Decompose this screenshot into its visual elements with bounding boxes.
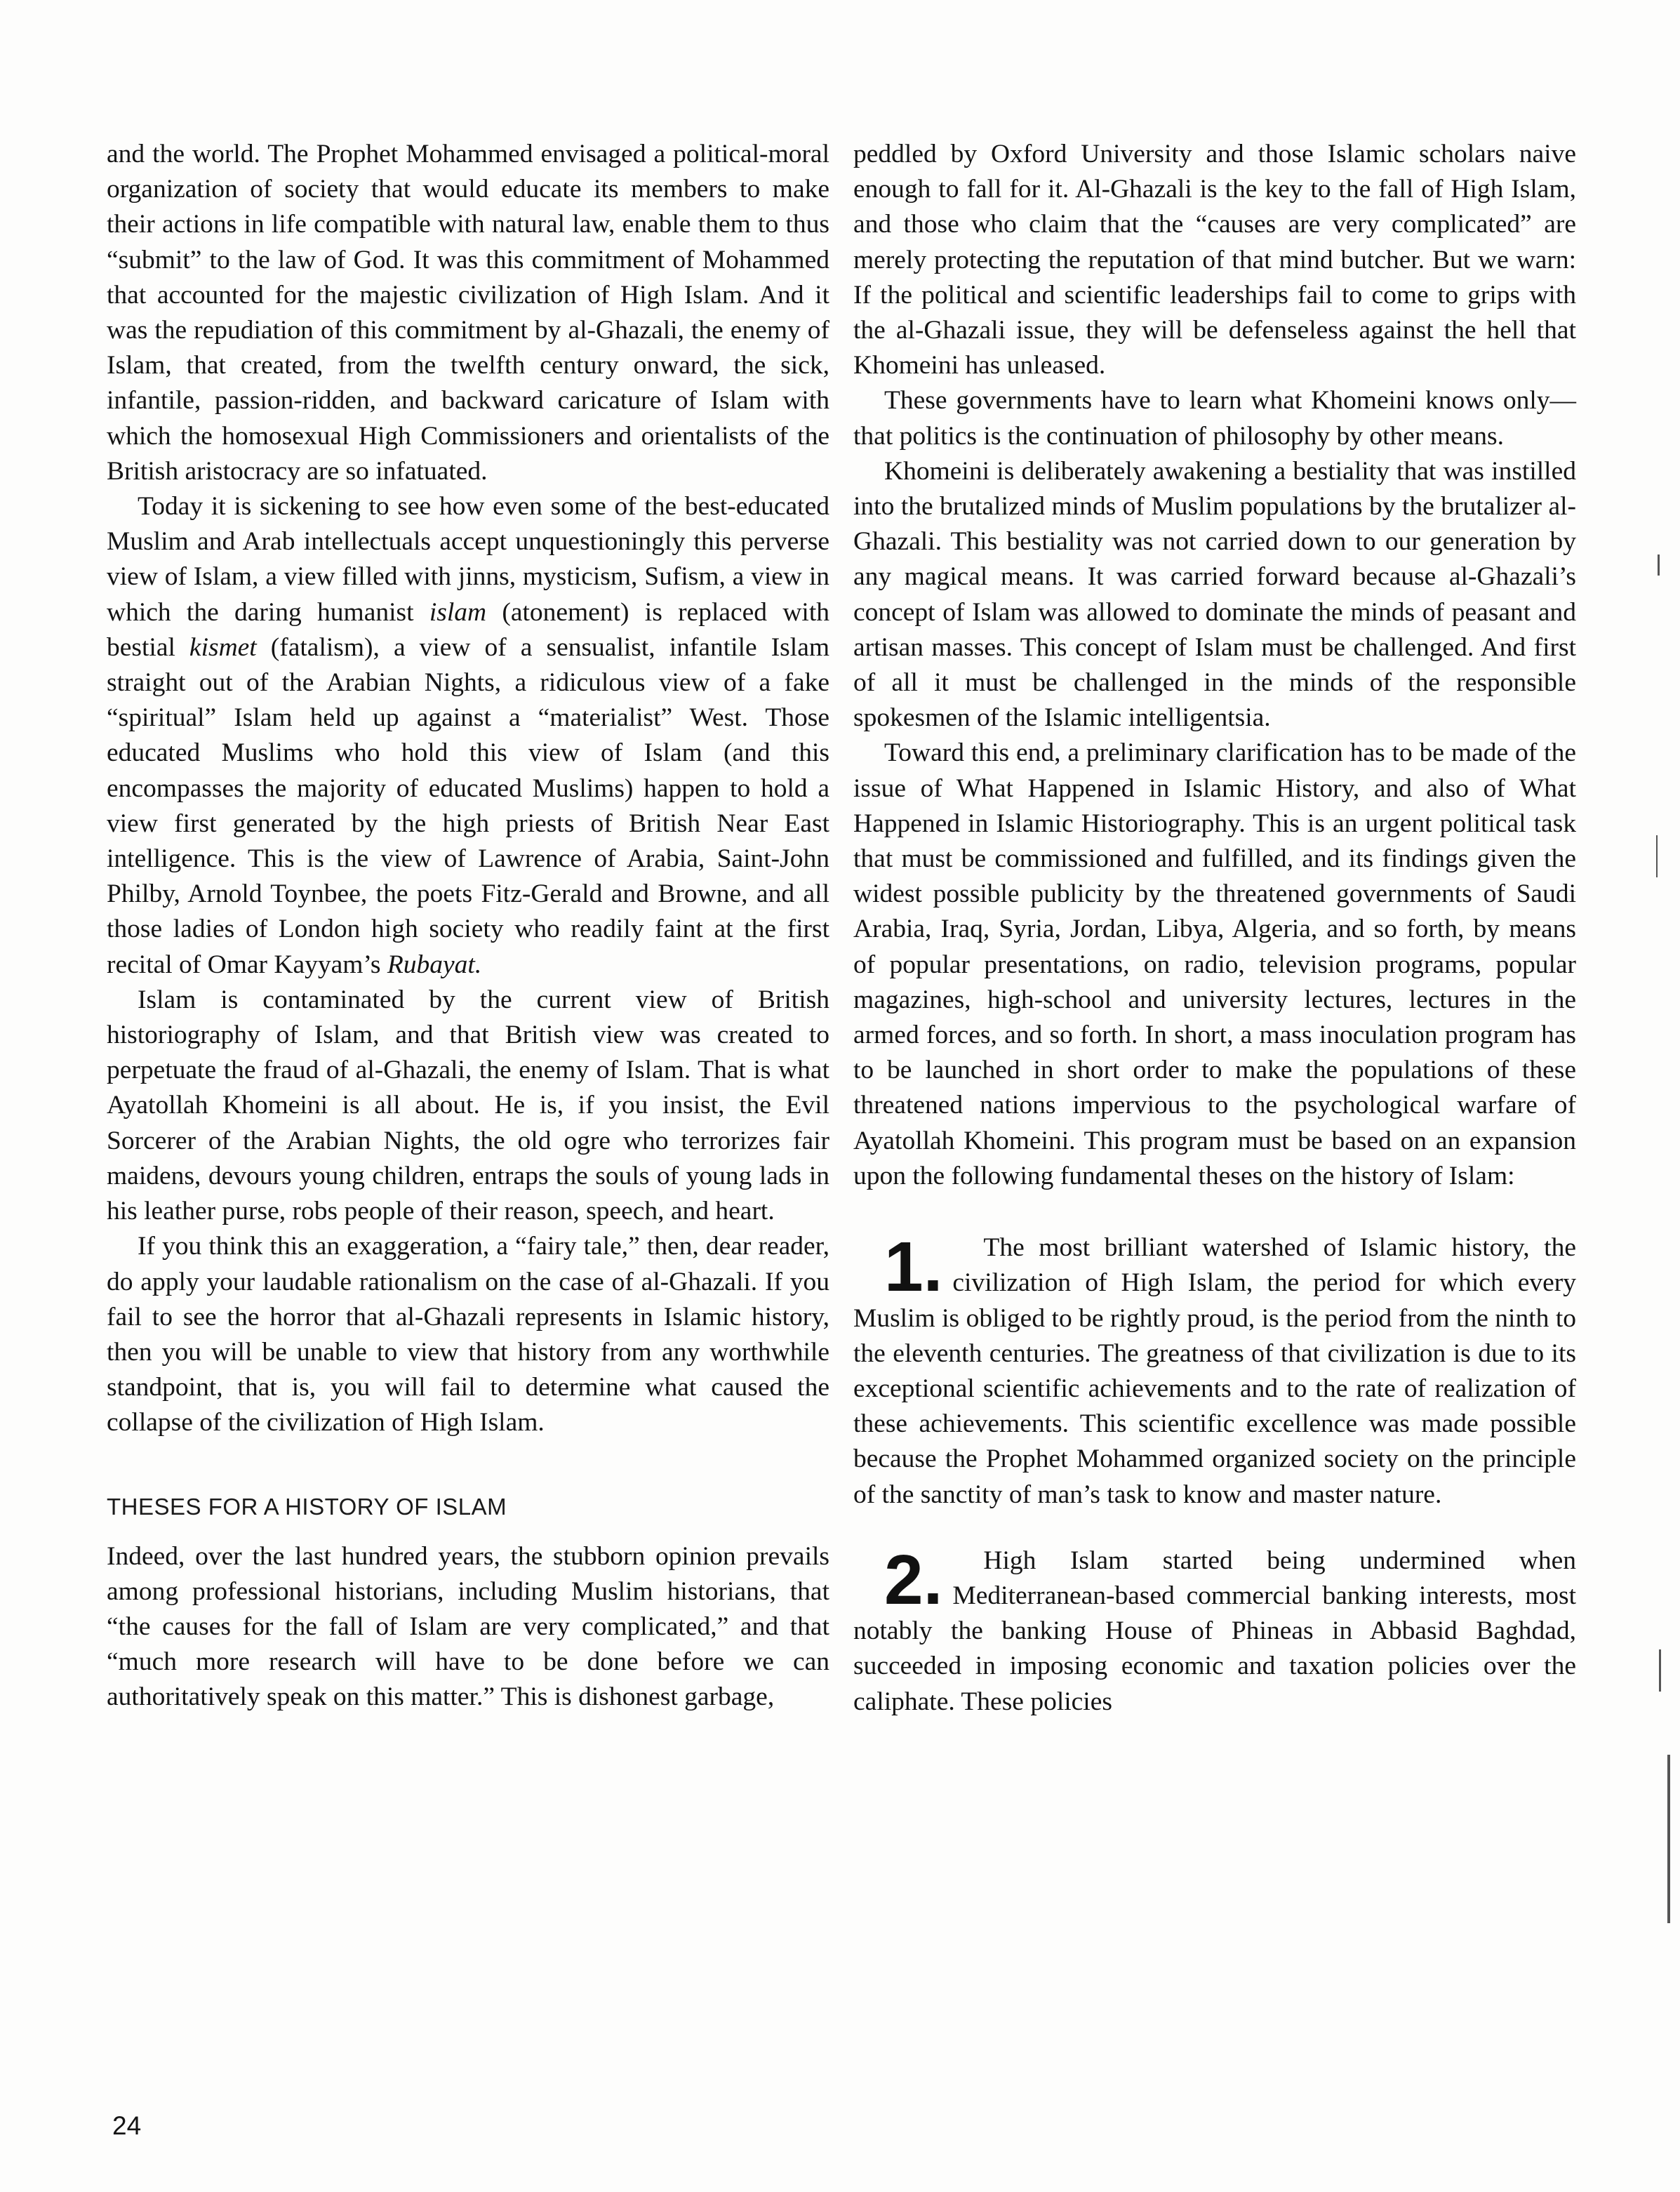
italic-title: Rubayat. bbox=[387, 950, 482, 979]
paragraph: These governments have to learn what Khomeini knows only—that politics is the continuation of philosophy by other means. bbox=[853, 386, 1576, 451]
section-heading: THESES FOR A HISTORY OF ISLAM bbox=[107, 1493, 507, 1520]
italic-term: kismet bbox=[189, 632, 257, 662]
thesis-text: The most brilliant watershed of Islamic history, the civilization of High Islam, the period for which every Muslim is obliged to be rightly proud, is the period from the ninth to the eleventh centuries. The greatness of that civilization is due to its exceptional scientific achievements and to the rate of realization of these achievements. This scientific excellence was made possible because the Prophet Mohammed organized society on the principle of the sanctity of man’s task to know and master nature. bbox=[853, 1233, 1576, 1509]
thesis-number: 2. bbox=[884, 1540, 943, 1619]
scan-edge-mark bbox=[1659, 1649, 1661, 1692]
italic-term: islam bbox=[429, 597, 487, 627]
scan-edge-mark bbox=[1667, 1755, 1670, 1923]
paragraph: Islam is contaminated by the current view of British historiography of Islam, and that British view was created to perpetuate the fraud of al-Ghazali, the enemy of Islam. That is what Ayatollah Khomeini is all about. He is, if you insist, the Evil Sorcerer of the Arabian Nights, the old ogre who terrorizes fair maidens, devours young children, entraps the souls of young lads in his leather purse, robs people of their reason, speech, and heart. bbox=[107, 985, 829, 1226]
paragraph bbox=[107, 489, 829, 983]
paragraph: Indeed, over the last hundred years, the stubborn opinion prevails among professional historians, including Muslim historians, that “the causes for the fall of Islam are very complicated,” and that “much more research will have to be done before we can authoritatively speak on this matter.” This is dishonest garbage, bbox=[107, 1541, 829, 1712]
thesis-text: High Islam started being undermined when Mediterranean-based commercial banking interests, most notably the banking House of Phineas in Abbasid Baghdad, succeeded in imposing economic and taxation policies over the caliphate. These policies bbox=[853, 1546, 1576, 1716]
paragraph-text: Today it is sickening to see how even some of the best-educated Muslim and Arab intellectuals accept unquestioningly this perverse view of Islam, a view filled with jinns, mysticism, Sufism, a view in which the daring humanist bbox=[107, 492, 829, 627]
paragraph-text: (atonement) is replaced with bestial bbox=[107, 597, 829, 662]
right-column bbox=[853, 137, 1576, 1720]
page-number: 24 bbox=[112, 2111, 142, 2140]
paragraph: If you think this an exaggeration, a “fairy tale,” then, dear reader, do apply your laudable rationalism on the case of al-Ghazali. If you fail to see the horror that al-Ghazali represents in Islamic history, then you will be unable to view that history from any worthwhile standpoint, that is, you will fail to determine what caused the collapse of the civilization of High Islam. bbox=[107, 1232, 829, 1437]
paragraph: and the world. The Prophet Mohammed envisaged a political-moral organization of society that would educate its members to make their actions in life compatible with natural law, enable them to thus “submit” to the law of God. It was this commitment of Mohammed that accounted for the majestic civilization of High Islam. And it was the repudiation of this commitment by al-Ghazali, the enemy of Islam, that created, from the twelfth century onward, the sick, infantile, passion-ridden, and backward caricature of Islam with which the homosexual High Commissioners and orientalists of the British aristocracy are so infatuated. bbox=[107, 140, 829, 486]
paragraph: Toward this end, a preliminary clarification has to be made of the issue of What Happened in Islamic History, and also of What Happened in Islamic Historiography. This is an urgent political task that must be commissioned and fulfilled, and its findings given the widest possible publicity by the threatened governments of Saudi Arabia, Iraq, Syria, Jordan, Libya, Algeria, and so forth, by means of popular presentations, on radio, television programs, popular magazines, high-school and university lectures, lectures in the armed forces, and so forth. In short, a mass inoculation program has to be launched in short order to make the populations of these threatened nations impervious to the psychological warfare of Ayatollah Khomeini. This program must be based on an expansion upon the following fundamental theses on the history of Islam: bbox=[853, 738, 1576, 1190]
paragraph-text: (fatalism), a view of a sensualist, infantile Islam straight out of the Arabian Nights, a ridiculous view of a fake “spiritual” Islam held up against a “materialist” West. Those educated Muslims who hold this view of Islam (and this encompasses the majority of educated Muslims) happen to hold a view first generated by the high priests of British Near East intelligence. This is the view of Lawrence of Arabia, Saint-John Philby, Arnold Toynbee, the poets Fitz-Gerald and Browne, and all those ladies of London high society who readily faint at the first recital of Omar Kayyam’s bbox=[107, 632, 830, 979]
scan-edge-mark bbox=[1658, 554, 1660, 576]
paragraph: peddled by Oxford University and those Islamic scholars naive enough to fall for it. Al-Ghazali is the key to the fall of High Islam, and those who claim that the “causes are very complicated” are merely protecting the reputation of that mind butcher. But we warn: If the political and scientific leaderships fail to come to grips with the al-Ghazali issue, they will be defenseless against the hell that Khomeini has unleased. bbox=[853, 140, 1576, 380]
thesis-item bbox=[853, 1540, 1576, 1720]
scan-edge-mark bbox=[1656, 835, 1658, 877]
paragraph: Khomeini is deliberately awakening a bestiality that was instilled into the brutalized minds of Muslim populations by the brutalizer al-Ghazali. This bestiality was not carried down to our generation by any magical means. It was carried forward because al-Ghazali’s concept of Islam was allowed to dominate the minds of peasant and artisan masses. This concept of Islam must be challenged. And first of all it must be challenged in the minds of the responsible spokesmen of the Islamic intelligentsia. bbox=[853, 456, 1576, 733]
thesis-item bbox=[853, 1230, 1576, 1513]
left-column bbox=[107, 137, 829, 1715]
thesis-number: 1. bbox=[884, 1228, 943, 1307]
